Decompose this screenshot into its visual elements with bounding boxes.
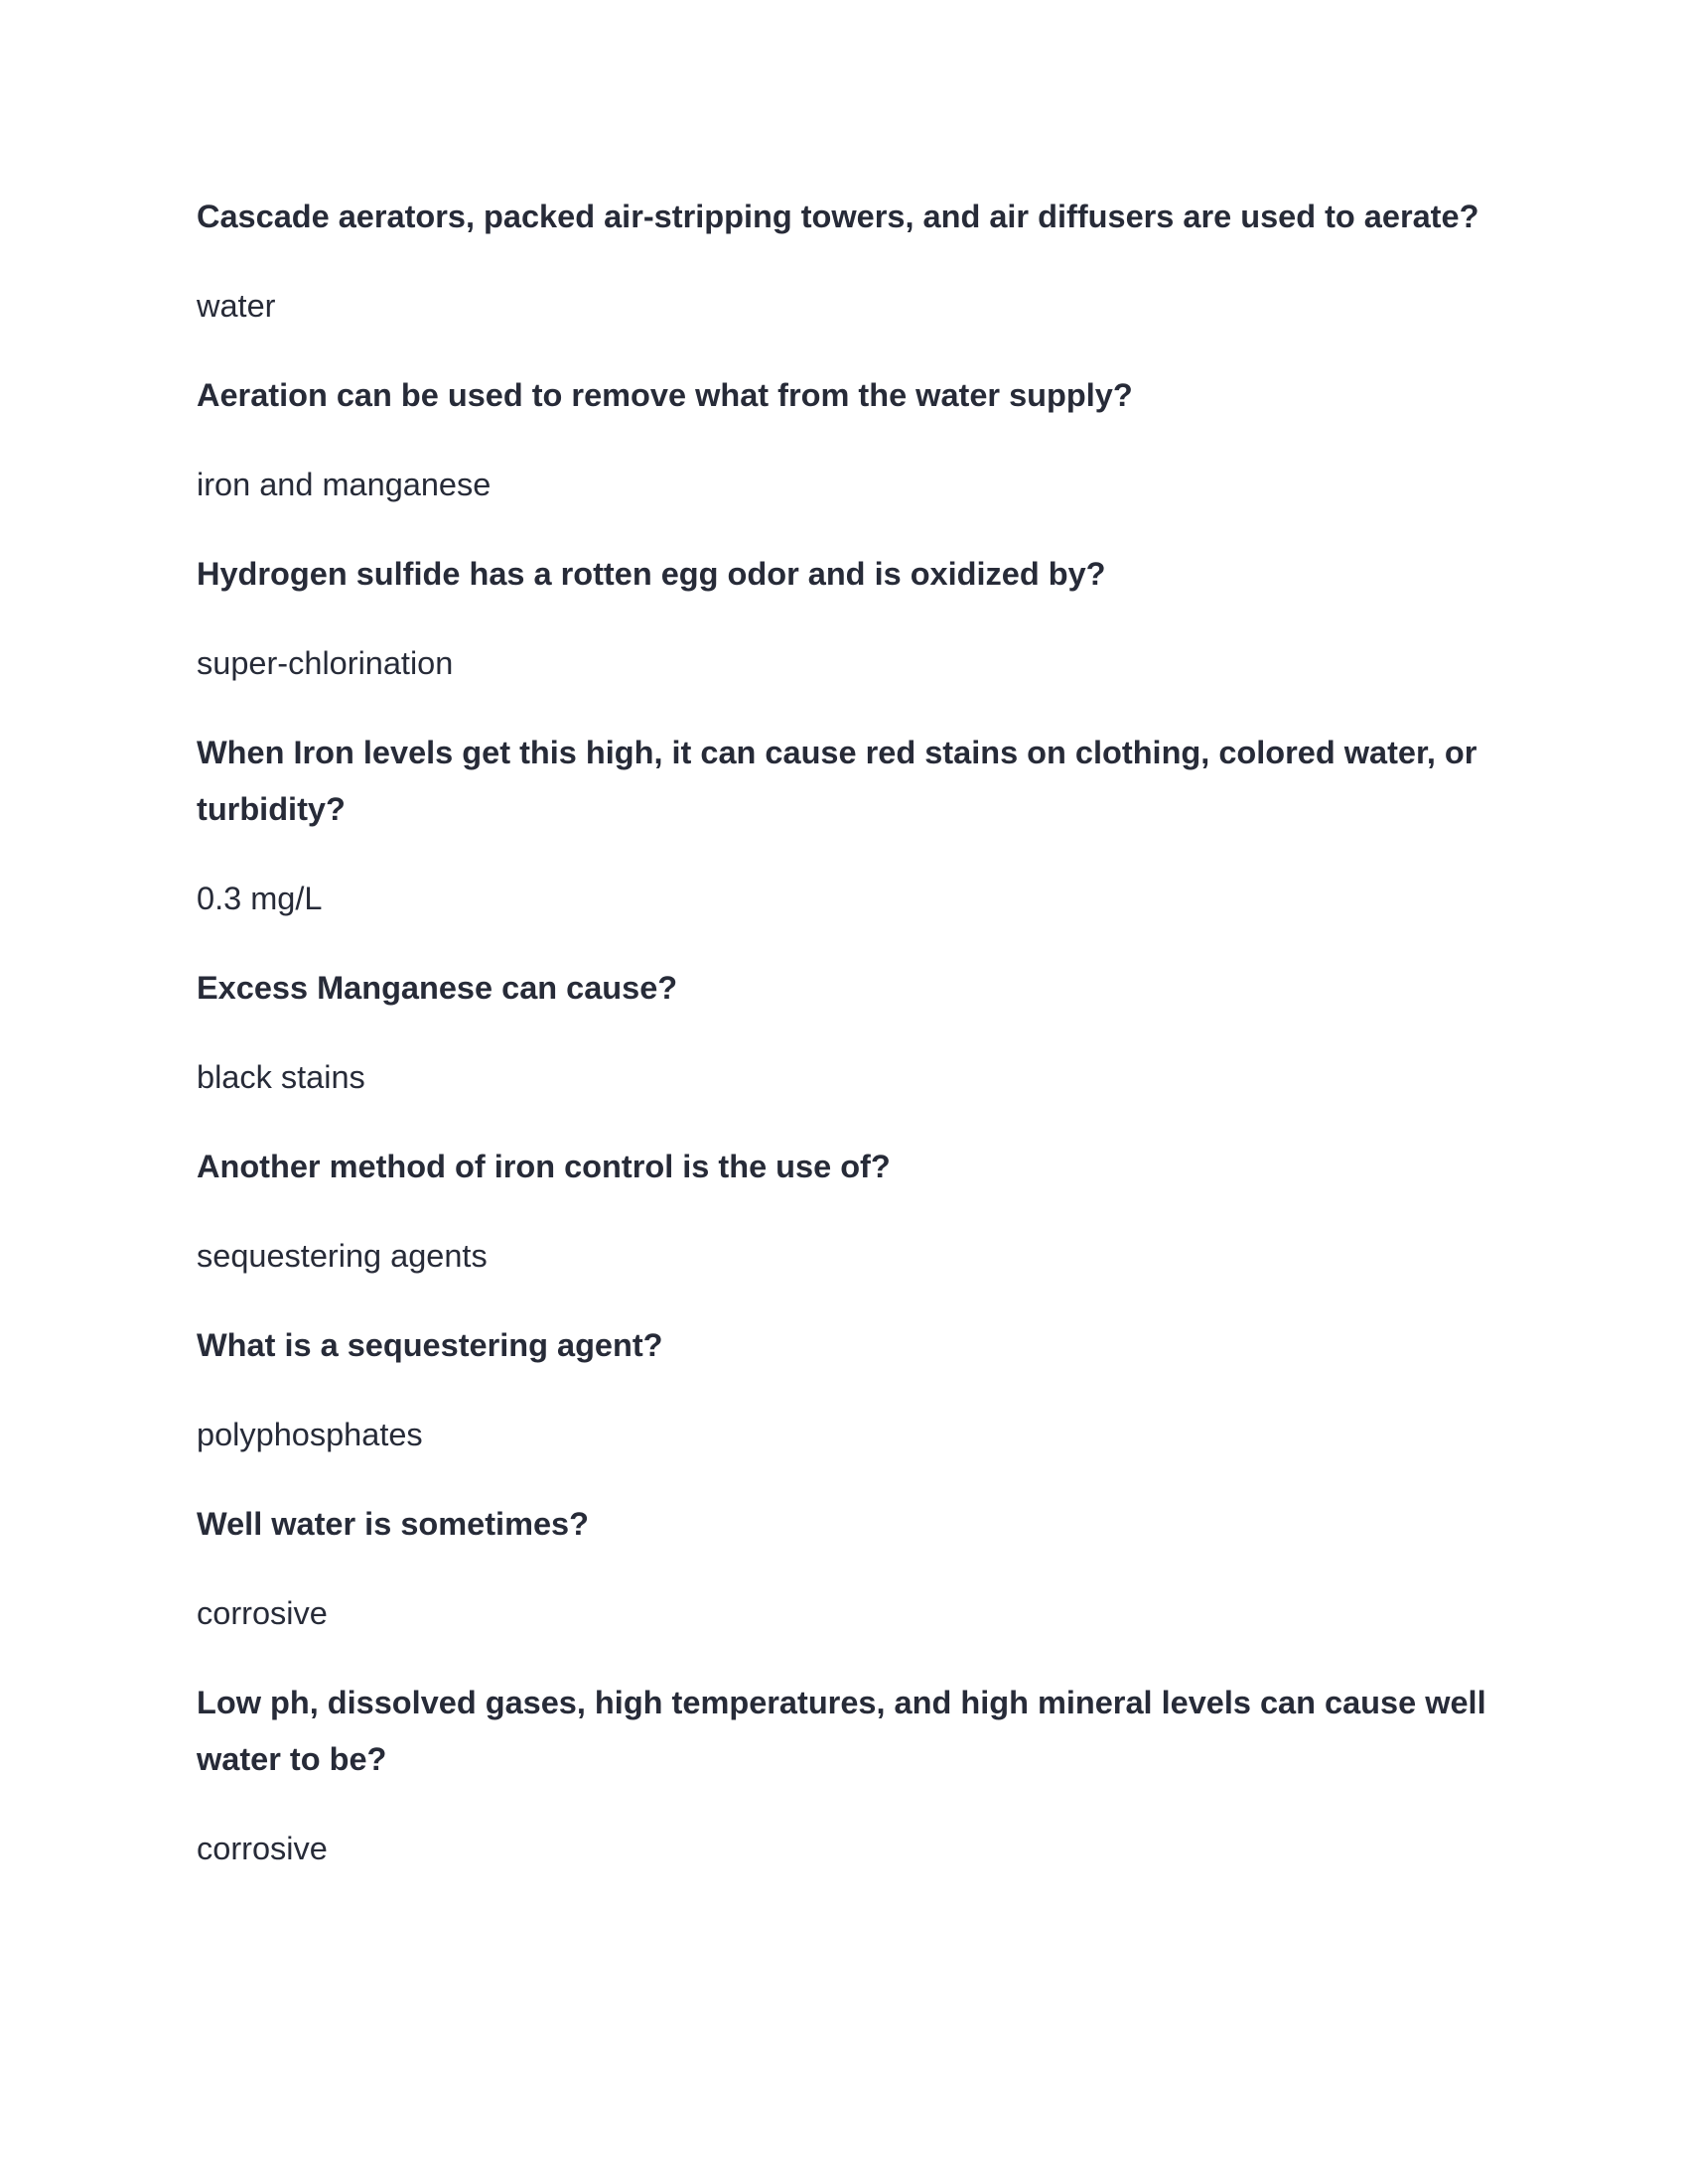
- answer-text: polyphosphates: [197, 1417, 423, 1452]
- question-text: Another method of iron control is the use of?: [197, 1149, 891, 1184]
- question-text: Cascade aerators, packed air-stripping towers, and air diffusers are used to aerate?: [197, 199, 1479, 234]
- qa-item-2: [197, 367, 1517, 513]
- qa-item-9: [197, 1675, 1517, 1877]
- question-text: Aeration can be used to remove what from the water supply?: [197, 377, 1133, 413]
- qa-item-7: [197, 1317, 1517, 1463]
- question-text: Well water is sometimes?: [197, 1506, 589, 1542]
- qa-item-5: [197, 960, 1517, 1106]
- answer-text: water: [197, 288, 276, 324]
- question-text: Hydrogen sulfide has a rotten egg odor and is oxidized by?: [197, 556, 1106, 592]
- question-text: When Iron levels get this high, it can cause red stains on clothing, colored water, or turbidity?: [197, 735, 1477, 827]
- answer-text: corrosive: [197, 1831, 328, 1866]
- answer-text: iron and manganese: [197, 467, 492, 502]
- qa-item-1: [197, 189, 1517, 335]
- qa-item-8: [197, 1496, 1517, 1642]
- answer-text: black stains: [197, 1059, 365, 1095]
- question-text: Excess Manganese can cause?: [197, 970, 678, 1006]
- qa-item-6: [197, 1139, 1517, 1285]
- answer-text: corrosive: [197, 1595, 328, 1631]
- qa-item-3: [197, 546, 1517, 692]
- flashcard-document: [197, 189, 1517, 1910]
- answer-text: sequestering agents: [197, 1238, 488, 1274]
- question-text: What is a sequestering agent?: [197, 1327, 663, 1363]
- question-text: Low ph, dissolved gases, high temperatures, and high mineral levels can cause well water to be?: [197, 1685, 1486, 1777]
- qa-item-4: [197, 725, 1517, 927]
- answer-text: super-chlorination: [197, 645, 454, 681]
- answer-text: 0.3 mg/L: [197, 881, 323, 916]
